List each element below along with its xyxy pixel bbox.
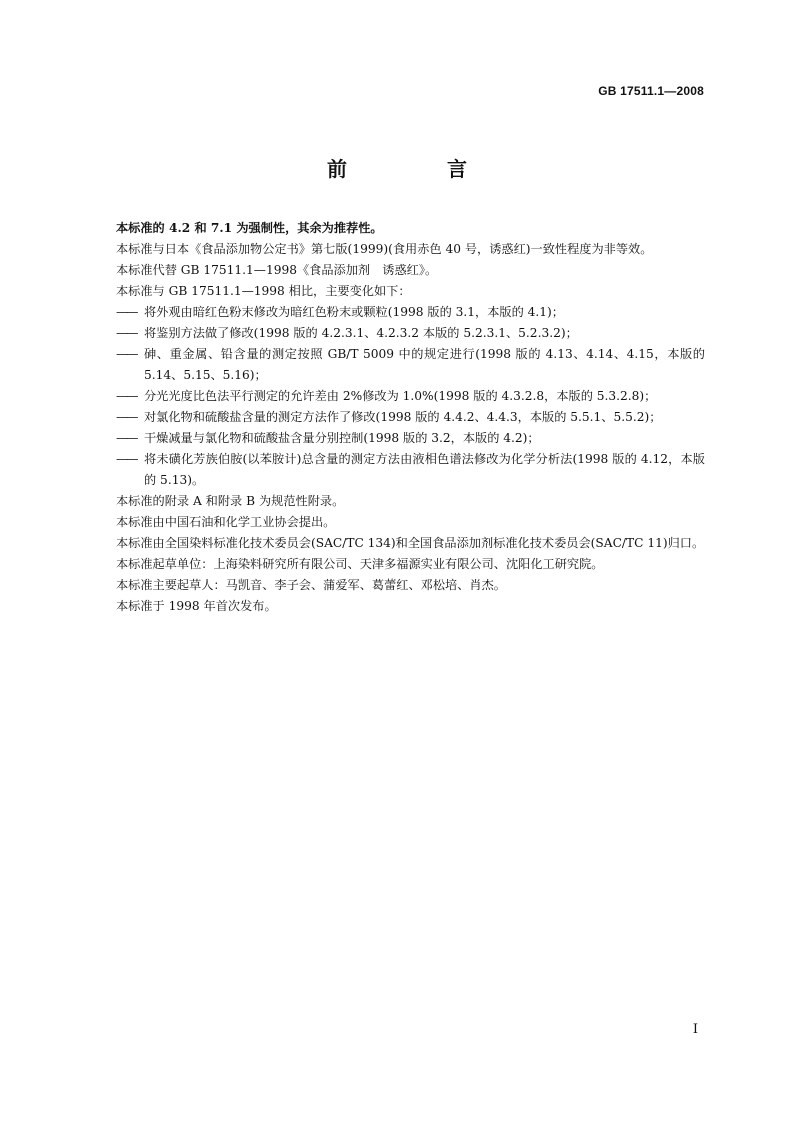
change-item (90, 449, 705, 491)
dash-marker: —— (116, 305, 137, 319)
dash-marker: —— (116, 326, 137, 340)
change-item (90, 428, 705, 449)
page-title: 前 言 (327, 157, 507, 181)
change-item (90, 344, 705, 386)
change-item-text: 对氯化物和硫酸盐含量的测定方法作了修改(1998 版的 4.4.2、4.4.3，本版的 5.5.1、5.5.2)； (144, 410, 662, 424)
change-item (90, 386, 705, 407)
change-item-text: 将外观由暗红色粉末修改为暗红色粉末或颗粒(1998 版的 3.1，本版的 4.1)； (144, 305, 564, 319)
change-item (90, 407, 705, 428)
dash-marker: —— (116, 431, 137, 445)
paragraph: 本标准于 1998 年首次发布。 (116, 599, 277, 613)
change-item-text: 干燥减量与氯化物和硫酸盐含量分别控制(1998 版的 3.2，本版的 4.2)； (144, 431, 540, 445)
paragraph: 本标准主要起草人：马凯音、李子会、蒲爱军、葛蕾红、邓松培、肖杰。 (116, 578, 506, 592)
paragraph: 本标准与 GB 17511.1—1998 相比，主要变化如下： (116, 284, 411, 298)
paragraph: 本标准与日本《食品添加物公定书》第七版(1999)(食用赤色 40 号，诱惑红)一致性程度为非等效。 (116, 242, 653, 256)
change-item-text: 将未磺化芳族伯胺(以苯胺计)总含量的测定方法由液相色谱法修改为化学分析法(1998 版的 4.12，本版的 5.13)。 (144, 452, 705, 487)
change-item-text: 砷、重金属、铅含量的测定按照 GB/T 5009 中的规定进行(1998 版的 4.13、4.14、4.15，本版的 5.14、5.15、5.16)； (144, 347, 705, 382)
change-item (90, 302, 705, 323)
paragraph: 本标准起草单位：上海染料研究所有限公司、天津多福源实业有限公司、沈阳化工研究院。 (116, 557, 604, 571)
paragraph: 本标准由中国石油和化学工业协会提出。 (116, 515, 336, 529)
dash-marker: —— (116, 389, 137, 403)
paragraph: 本标准代替 GB 17511.1—1998《食品添加剂 诱惑红》。 (116, 263, 438, 277)
dash-marker: —— (116, 410, 137, 424)
paragraph: 本标准的 4.2 和 7.1 为强制性，其余为推荐性。 (116, 221, 383, 235)
change-item (90, 323, 705, 344)
dash-marker: —— (116, 452, 137, 466)
paragraph: 本标准由全国染料标准化技术委员会(SAC/TC 134)和全国食品添加剂标准化技术委员会(SAC/TC 11)归口。 (116, 536, 705, 550)
foreword-body (90, 218, 705, 617)
paragraph: 本标准的附录 A 和附录 B 为规范性附录。 (116, 494, 345, 508)
standard-code: GB 17511.1—2008 (598, 84, 704, 98)
change-item-text: 分光光度比色法平行测定的允许差由 2%修改为 1.0%(1998 版的 4.3.2.8，本版的 5.3.2.8)； (144, 389, 657, 403)
dash-marker: —— (116, 347, 137, 361)
change-item-text: 将鉴别方法做了修改(1998 版的 4.2.3.1、4.2.3.2 本版的 5.2.3.1、5.2.3.2)； (144, 326, 578, 340)
page-number: I (692, 1022, 698, 1037)
